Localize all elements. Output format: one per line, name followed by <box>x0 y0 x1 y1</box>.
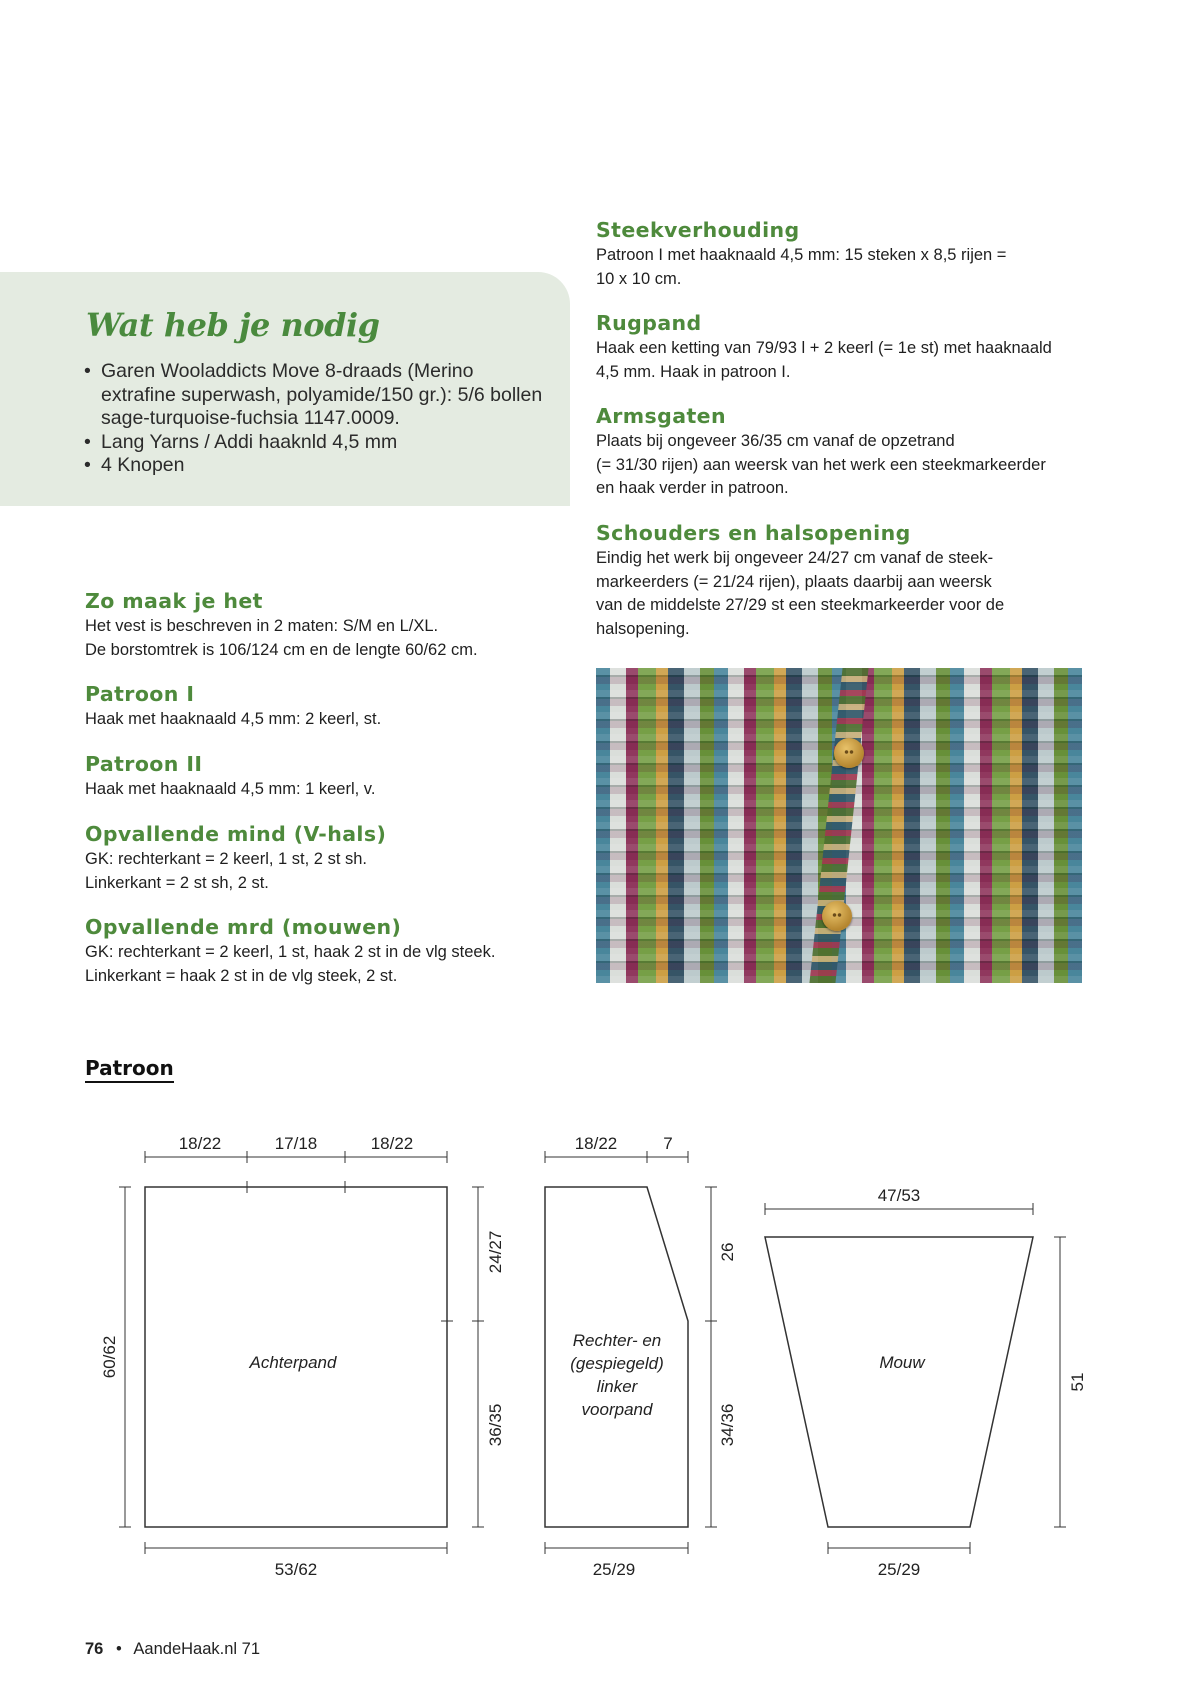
text-line: GK: rechterkant = 2 keerl, 1 st, 2 st sh. <box>85 850 367 868</box>
back-top-dim-1: 18/22 <box>178 1134 222 1153</box>
needs-list <box>84 360 544 478</box>
back-right-lower-dim: 36/35 <box>486 1403 505 1447</box>
needs-title: Wat heb je nodig <box>86 306 380 344</box>
front-piece-label-line: Rechter- en <box>572 1331 662 1350</box>
needs-item: • Garen Wooladdicts Move 8-draads (Merino extrafine superwash, polyamide/150 gr.): 5/6 bollen sage-turquoise-fuchsia 1147.0009. <box>84 360 544 431</box>
section-heading-steekverhouding: Steekverhouding <box>596 218 800 242</box>
button-icon <box>834 738 864 768</box>
section-text-v-hals <box>85 848 555 895</box>
magazine-name: AandeHaak.nl 71 <box>133 1640 261 1658</box>
text-line: Haak met haaknaald 4,5 mm: 2 keerl, st. <box>85 710 382 728</box>
text-line: (= 31/30 rijen) aan weersk van het werk een steekmarkeerder <box>596 455 1046 474</box>
text-line: 4,5 mm. Haak in patroon I. <box>596 362 791 381</box>
front-top-dim-2: 7 <box>663 1134 673 1153</box>
section-heading-armsgaten: Armsgaten <box>596 404 726 428</box>
section-text-rugpand <box>596 337 1096 384</box>
sleeve-label: Mouw <box>879 1353 925 1372</box>
section-text-patroon-2 <box>85 778 555 802</box>
front-piece-label-line: linker <box>596 1377 638 1396</box>
section-text-mouwen <box>85 941 555 988</box>
text-line: Haak een ketting van 79/93 l + 2 keerl (= 1e st) met haaknaald <box>596 339 1052 357</box>
text-line: markeerders (= 21/24 rijen), plaats daarbij aan weersk <box>596 572 992 591</box>
text-line: Linkerkant = 2 st sh, 2 st. <box>85 873 269 892</box>
section-text-steekverhouding <box>596 244 1096 291</box>
section-text-zo-maak-je-het <box>85 615 555 662</box>
footer <box>85 1640 260 1659</box>
front-right-upper-dim: 26 <box>718 1242 737 1262</box>
text-line: Patroon I met haaknaald 4,5 mm: 15 steken x 8,5 rijen = <box>596 246 1007 264</box>
needs-item: • Lang Yarns / Addi haaknld 4,5 mm <box>84 431 544 455</box>
text-line: De borstomtrek is 106/124 cm en de lengte 60/62 cm. <box>85 640 478 659</box>
front-piece-label-line: (gespiegeld) <box>570 1354 664 1373</box>
text-line: halsopening. <box>596 619 690 638</box>
section-text-armsgaten <box>596 430 1096 501</box>
pattern-heading: Patroon <box>85 1056 174 1083</box>
back-piece-label: Achterpand <box>249 1353 337 1372</box>
button-icon <box>822 901 852 931</box>
text-line: Eindig het werk bij ongeveer 24/27 cm vanaf de steek- <box>596 549 994 567</box>
sleeve-right-dim: 51 <box>1068 1372 1087 1392</box>
front-right-lower-dim: 34/36 <box>718 1403 737 1447</box>
front-bottom-dim: 25/29 <box>592 1560 636 1579</box>
section-heading-patroon-1: Patroon I <box>85 682 195 706</box>
back-top-dim-3: 18/22 <box>370 1134 414 1153</box>
footer-separator: • <box>115 1640 122 1658</box>
text-line: 10 x 10 cm. <box>596 269 682 288</box>
text-line: Het vest is beschreven in 2 maten: S/M en L/XL. <box>85 617 439 635</box>
front-piece-label-line: voorpand <box>581 1400 653 1419</box>
crochet-photo <box>596 668 1082 983</box>
section-text-schouders <box>596 547 1096 641</box>
text-line: Haak met haaknaald 4,5 mm: 1 keerl, v. <box>85 780 376 798</box>
page-number: 76 <box>85 1640 104 1658</box>
schematic-diagram <box>0 1110 1190 1610</box>
text-line: Linkerkant = haak 2 st in de vlg steek, 2 st. <box>85 966 398 985</box>
back-top-dim-2: 17/18 <box>274 1134 318 1153</box>
text-line: van de middelste 27/29 st een steekmarkeerder voor de <box>596 596 1005 614</box>
needs-item: • 4 Knopen <box>84 454 544 478</box>
back-right-upper-dim: 24/27 <box>486 1230 505 1274</box>
section-heading-schouders: Schouders en halsopening <box>596 521 911 545</box>
back-bottom-dim: 53/62 <box>274 1560 318 1579</box>
text-line: en haak verder in patroon. <box>596 479 789 497</box>
sleeve-top-dim: 47/53 <box>877 1186 921 1205</box>
section-heading-rugpand: Rugpand <box>596 311 702 335</box>
sleeve-bottom-dim: 25/29 <box>877 1560 921 1579</box>
text-line: GK: rechterkant = 2 keerl, 1 st, haak 2 st in de vlg steek. <box>85 943 496 961</box>
section-text-patroon-1 <box>85 708 555 732</box>
section-heading-v-hals: Opvallende mind (V-hals) <box>85 822 387 846</box>
section-heading-zo-maak-je-het: Zo maak je het <box>85 589 263 613</box>
sleeve-outline <box>765 1237 1033 1527</box>
front-top-dim-1: 18/22 <box>574 1134 618 1153</box>
text-line: Plaats bij ongeveer 36/35 cm vanaf de opzetrand <box>596 432 955 450</box>
section-heading-patroon-2: Patroon II <box>85 752 203 776</box>
back-left-dim: 60/62 <box>100 1335 119 1379</box>
section-heading-mouwen: Opvallende mrd (mouwen) <box>85 915 402 939</box>
